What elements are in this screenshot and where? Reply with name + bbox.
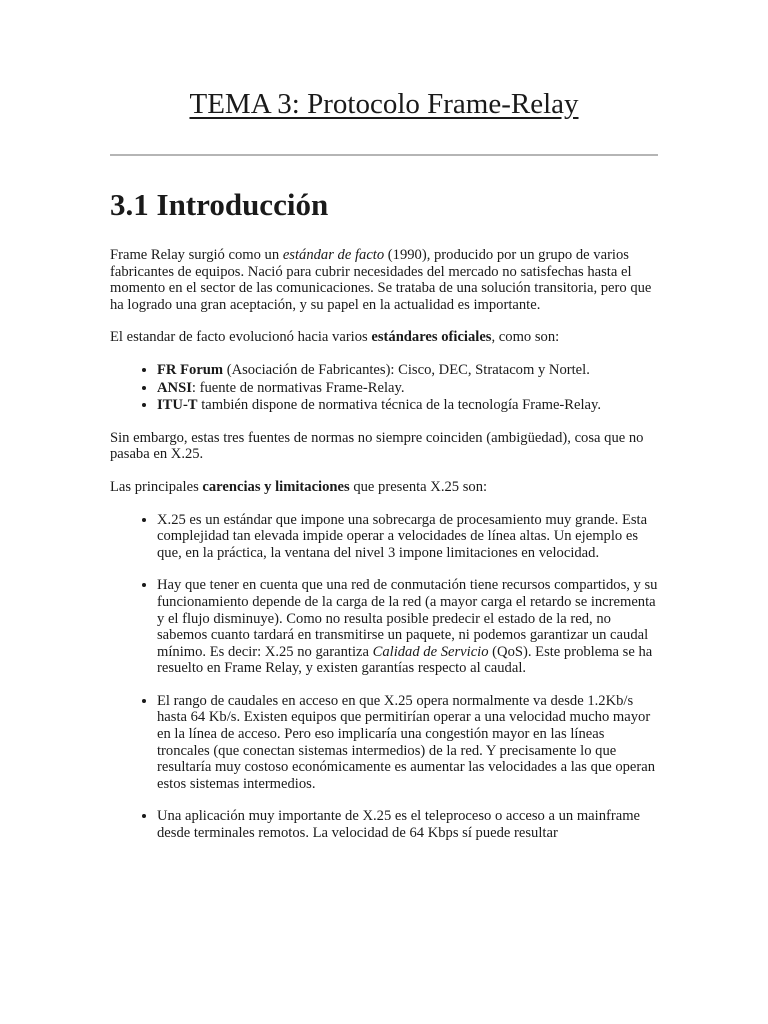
item-bold: ANSI <box>157 379 192 396</box>
list-item: • X.25 es un estándar que impone una sobrecarga de procesamiento muy grande. Esta complejidad tan elevada impide operar a velocidades de línea altas. Un ejemplo es que, en la práctica, la ventana del nivel 3 impone limitaciones en velocidad. <box>157 512 658 562</box>
limits-paragraph <box>110 479 658 496</box>
ambiguity-paragraph: Sin embargo, estas tres fuentes de normas no siempre coinciden (ambigüedad), cosa que no pasaba en X.25. <box>110 429 644 463</box>
list-item <box>157 362 658 379</box>
intro-paragraph <box>110 247 658 313</box>
limits-text-1: Las principales <box>110 478 203 495</box>
limits-list <box>110 512 658 842</box>
intro-text-1: Frame Relay surgió como un <box>110 247 283 263</box>
standards-bold: estándares oficiales <box>371 329 492 346</box>
item-italic: Calidad de Servicio <box>372 643 489 660</box>
list-item: • Una aplicación muy importante de X.25 es el teleproceso o acceso a un mainframe desde terminales remotos. La velocidad de 64 Kbps sí puede resultar <box>157 808 658 841</box>
limits-bold: carencias y limitaciones <box>202 478 350 495</box>
list-item <box>157 380 658 397</box>
intro-italic: estándar de facto <box>282 247 385 263</box>
list-item: • El rango de caudales en acceso en que X.25 opera normalmente va desde 1.2Kb/s hasta 64 Kb/s. Existen equipos que permitirían operar a una velocidad mucho mayor en la línea de acceso. Pero eso implicaría una congestión mayor en las líneas troncales (que conectan sistemas intermedios) de la red. Y precisamente lo que resultaría muy costoso económicamente es aumentar las velocidades a las que operan estos sistemas intermedios. <box>157 693 658 793</box>
standards-text-1: El estandar de facto evolucionó hacia varios <box>110 329 372 346</box>
limits-text-2: que presenta X.25 son: <box>349 478 488 495</box>
list-item <box>157 577 658 677</box>
list-item <box>157 397 658 414</box>
item-text: (Asociación de Fabricantes): Cisco, DEC, Stratacom y Nortel. <box>223 361 590 378</box>
section-heading: 3.1 Introducción <box>110 187 329 222</box>
document-title: TEMA 3: Protocolo Frame-Relay <box>189 88 579 120</box>
item-text: también dispone de normativa técnica de la tecnología Frame-Relay. <box>197 397 602 414</box>
item-text-1: Hay que tener en cuenta que una red de conmutación tiene recursos compartidos, y su funcionamiento depende de la carga de la red (a mayor carga el retardo se incrementa y el flujo disminuye). Como no resulta posible predecir el estado de la red, no sabemos cuanto tardará en transmitirse un paquete, ni podemos garantizar un caudal mínimo. Es decir: X.25 no garantiza <box>157 577 658 660</box>
item-bold: FR Forum <box>157 361 224 378</box>
standards-list <box>110 362 658 414</box>
standards-paragraph <box>110 329 658 346</box>
item-text-2: (QoS). Este problema se ha resuelto en Frame Relay, y existen garantías respecto al caudal. <box>157 643 653 677</box>
item-text: : fuente de normativas Frame-Relay. <box>191 379 405 396</box>
horizontal-rule <box>110 154 658 156</box>
standards-text-2: , como son: <box>491 329 560 346</box>
intro-text-2: (1990), producido por un grupo de varios fabricantes de equipos. Nació para cubrir necesidades del mercado no satisfechas hasta el momento en el sector de las comunicaciones. Se trataba de una solución transitoria, pero que ha logrado una gran aceptación, y su papel en la actualidad es importante. <box>110 247 652 313</box>
item-bold: ITU-T <box>157 397 198 414</box>
